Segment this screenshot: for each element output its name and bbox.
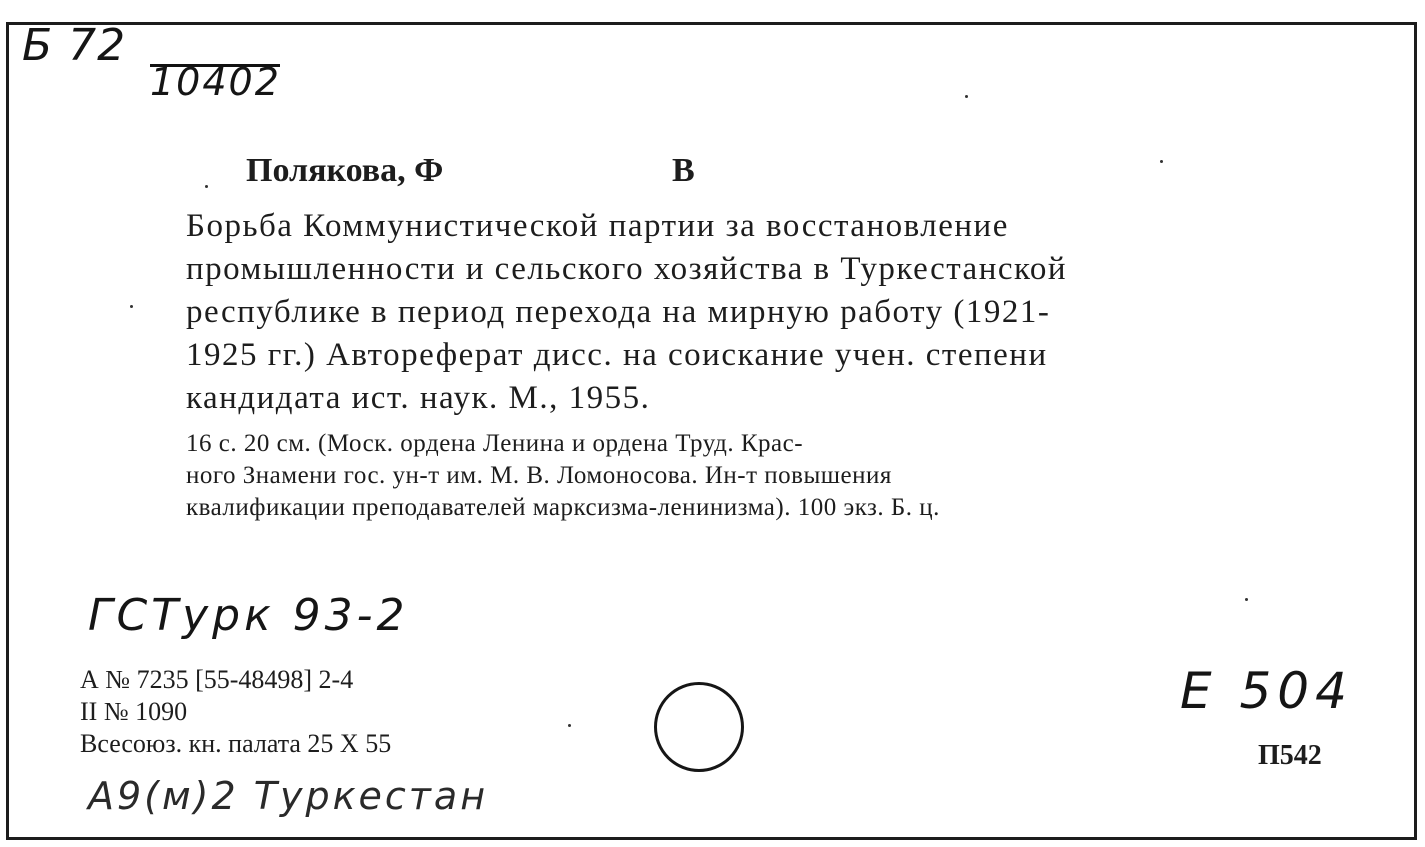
scan-speck	[205, 185, 208, 188]
accession-line: II № 1090	[80, 697, 188, 726]
handwritten-subject: А9(м)2 Туркестан	[88, 774, 489, 818]
call-number-top: Б 72	[22, 20, 127, 71]
title-line: промышленности и сельского хозяйства в Туркестанской	[186, 251, 1068, 287]
handwritten-classification: ГСТурк 93-2	[88, 590, 409, 641]
imprint-line: ного Знамени гос. ун-т им. М. В. Ломоносова. Ин-т повышения	[186, 462, 892, 489]
scan-speck	[965, 95, 968, 98]
scan-speck	[568, 724, 571, 727]
shelf-code: П542	[1258, 740, 1322, 771]
imprint-line: 16 с. 20 см. (Моск. ордена Ленина и ордена Труд. Крас-	[186, 430, 804, 457]
title-block	[186, 205, 1067, 420]
imprint-line: квалификации преподавателей марксизма-ленинизма). 100 экз. Б. ц.	[186, 494, 940, 521]
author-surname: Полякова, Ф	[246, 152, 444, 189]
title-line: Борьба Коммунистической партии за восстановление	[186, 208, 1009, 244]
scan-speck	[130, 305, 133, 308]
call-number-bottom: 10402	[150, 60, 281, 104]
imprint-block	[186, 428, 940, 524]
title-line: кандидата ист. наук. М., 1955.	[186, 380, 651, 416]
handwritten-inventory: Е 504	[1180, 662, 1353, 720]
author-initial: В	[672, 152, 695, 189]
stamp-circle	[654, 682, 744, 772]
title-line: 1925 гг.) Автореферат дисс. на соискание учен. степени	[186, 337, 1048, 373]
accession-block	[80, 664, 391, 760]
title-line: республике в период перехода на мирную работу (1921-	[186, 294, 1051, 330]
accession-line: А № 7235 [55-48498] 2-4	[80, 665, 354, 694]
accession-line: Всесоюз. кн. палата 25 X 55	[80, 729, 392, 758]
scan-speck	[1160, 160, 1163, 163]
scan-speck	[1245, 598, 1248, 601]
